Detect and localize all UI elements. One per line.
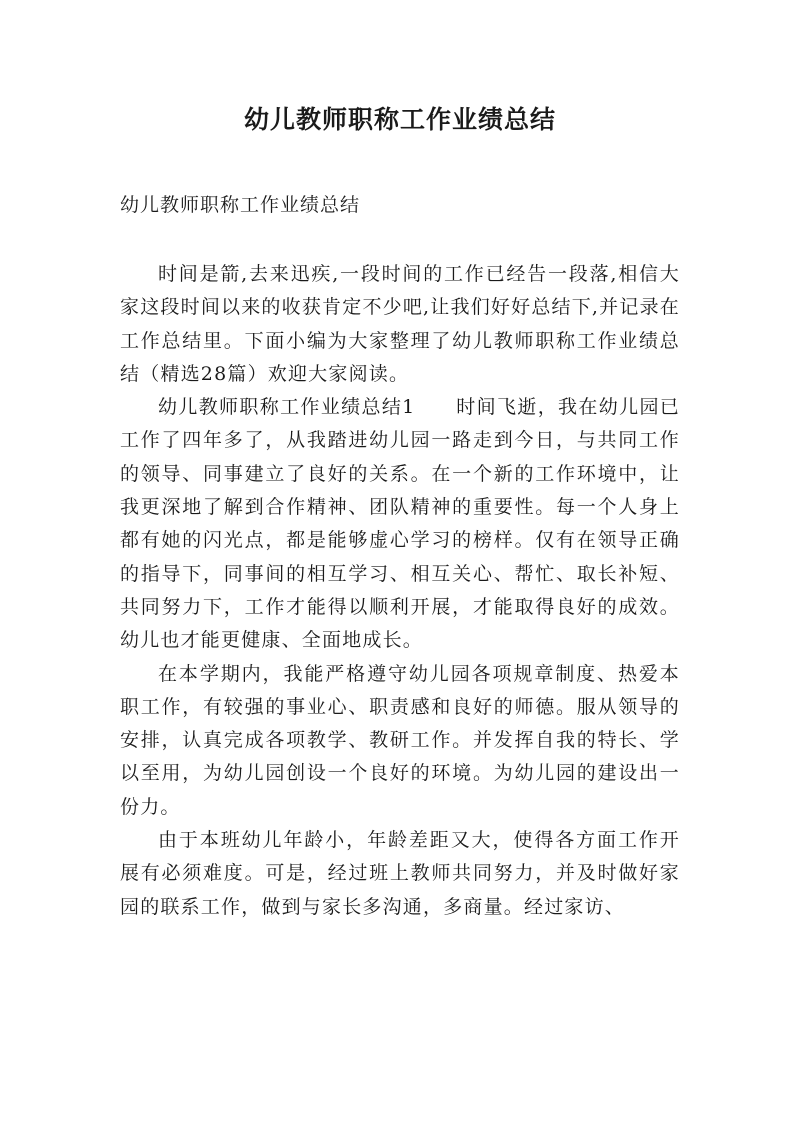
document-subtitle: 幼儿教师职称工作业绩总结: [120, 194, 361, 216]
paragraph-intro: 时间是箭,去来迅疾,一段时间的工作已经告一段落,相信大家这段时间以来的收获肯定不少吧,让我们好好总结下,并记录在工作总结里。下面小编为大家整理了幼儿教师职称工作业绩总结（精选28篇）欢迎大家阅读。: [120, 263, 680, 385]
document-body: [120, 258, 680, 924]
paragraph-1: 幼儿教师职称工作业绩总结1 时间飞逝，我在幼儿园已工作了四年多了，从我踏进幼儿园一路走到今日，与共同工作的领导、同事建立了良好的关系。在一个新的工作环境中，让我更深地了解到合作精神、团队精神的重要性。每一个人身上都有她的闪光点，都是能够虚心学习的榜样。仅有在领导正确的指导下，同事间的相互学习、相互关心、帮忙、取长补短、共同努力下，工作才能得以顺利开展，才能取得良好的成效。幼儿也才能更健康、全面地成长。: [120, 396, 680, 652]
paragraph-2: 在本学期内，我能严格遵守幼儿园各项规章制度、热爱本职工作，有较强的事业心、职责感和良好的师德。服从领导的安排，认真完成各项教学、教研工作。并发挥自我的特长、学以至用，为幼儿园创设一个良好的环境。为幼儿园的建设出一份力。: [120, 662, 680, 818]
paragraph-3: 由于本班幼儿年龄小，年龄差距又大，使得各方面工作开展有必须难度。可是，经过班上教师共同努力，并及时做好家园的联系工作，做到与家长多沟通，多商量。经过家访、: [120, 829, 680, 918]
document-title: 幼儿教师职称工作业绩总结: [243, 105, 556, 134]
